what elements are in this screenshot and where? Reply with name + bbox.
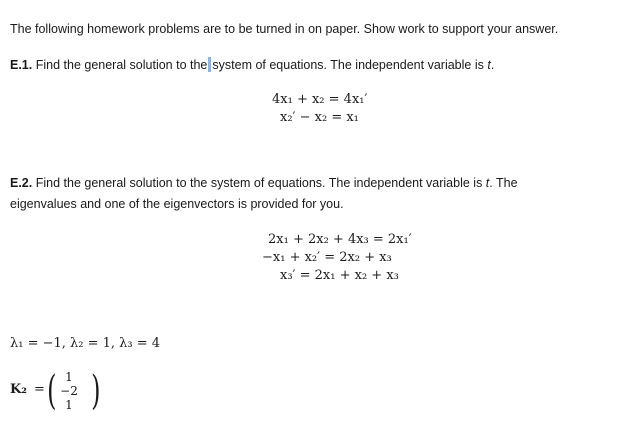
e2-line1: Find the general solution to the system of equations. The independent variable is xyxy=(35,176,486,190)
intro-text: The following homework problems are to be turned in on paper. Show work to support your answer. xyxy=(10,22,559,36)
k-label: K₂ xyxy=(10,382,27,397)
text-cursor xyxy=(208,57,211,72)
problem-e2-line1 xyxy=(10,176,518,190)
right-paren-icon: ) xyxy=(91,368,101,414)
k-value-1: 1 xyxy=(65,370,73,384)
problem-e2-line2: eigenvalues and one of the eigenvectors is provided for you. xyxy=(10,197,344,211)
eigenvalues: λ₁ = −1, λ₂ = 1, λ₃ = 4 xyxy=(10,336,161,351)
e1-eq1: 4x₁ + x₂ = 4x₁′ xyxy=(272,92,368,107)
e2-line1-end: . The xyxy=(489,176,518,190)
problem-e1 xyxy=(10,57,494,72)
left-paren-icon: ( xyxy=(47,368,57,414)
e2-eq1: 2x₁ + 2x₂ + 4x₃ = 2x₁′ xyxy=(268,232,412,247)
k-value-3: 1 xyxy=(65,398,73,412)
e1-var: t xyxy=(487,58,491,72)
e1-text-after: system of equations. The independent variable is xyxy=(212,58,488,72)
k-value-2: −2 xyxy=(60,384,78,398)
e2-eq2: −x₁ + x₂′ = 2x₂ + x₃ xyxy=(262,250,392,265)
e1-eq2: x₂′ − x₂ = x₁ xyxy=(280,110,359,125)
e1-label: E.1. xyxy=(10,58,33,72)
k-equals: = xyxy=(34,382,45,397)
e1-text-before: Find the general solution to the xyxy=(35,58,208,72)
e1-end: . xyxy=(490,58,495,72)
e2-label: E.2. xyxy=(10,176,33,190)
e2-eq3: x₃′ = 2x₁ + x₂ + x₃ xyxy=(280,268,399,283)
e2-var: t xyxy=(485,176,490,190)
